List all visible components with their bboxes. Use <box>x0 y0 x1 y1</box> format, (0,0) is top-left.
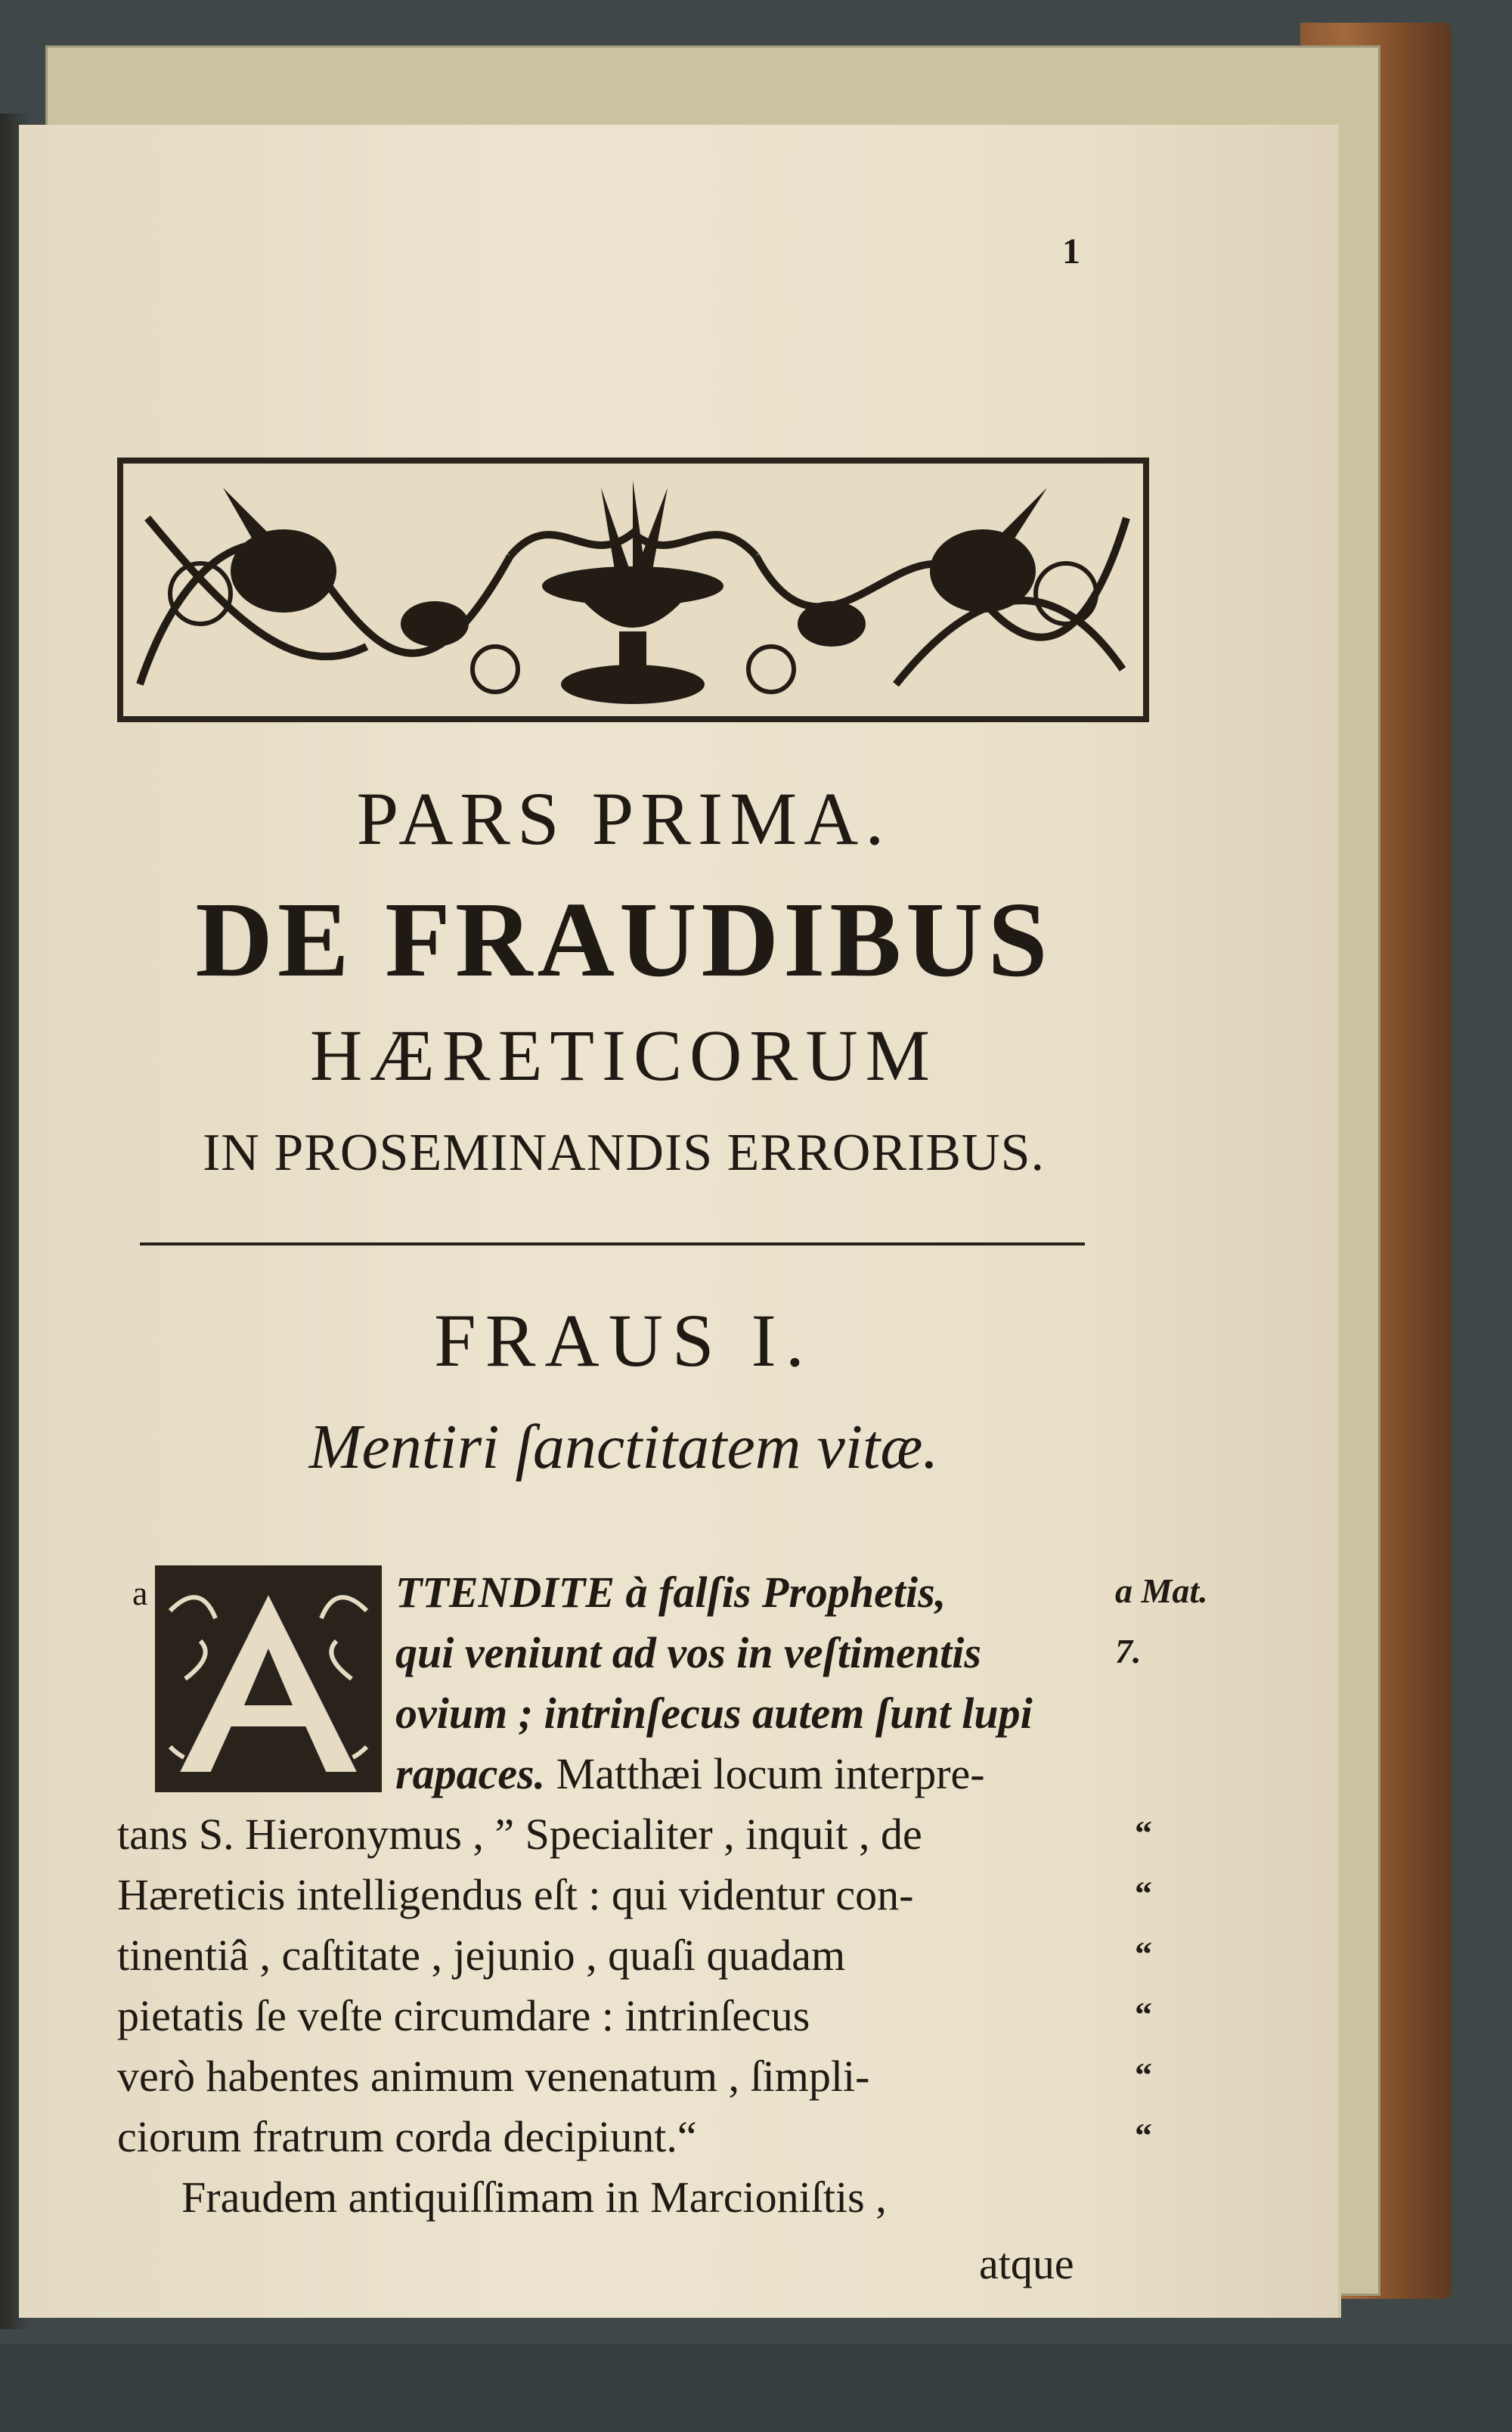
margin-ref: a Mat. <box>1115 1571 1208 1610</box>
quote-mark: “ <box>1135 2116 1152 2154</box>
title-line-3: IN PROSEMINANDIS ERRORIBUS. <box>202 1124 1046 1182</box>
section-title: FRAUS I. <box>434 1298 813 1382</box>
body-line-8: pietatis ſe veſte circumdare : intrinſecus <box>117 1991 810 2040</box>
part-heading: PARS PRIMA. <box>356 777 891 861</box>
title-line-2: HÆRETICORUM <box>309 1015 938 1096</box>
body-line-4-roman: Matthæi locum interpre- <box>545 1749 985 1798</box>
quote-mark: “ <box>1135 1995 1152 2033</box>
quote-mark: “ <box>1135 1813 1152 1852</box>
catchword: atque <box>979 2239 1074 2288</box>
body-line-7: tinentiâ , caſtitate , jejunio , quaſi quadam <box>117 1931 846 1980</box>
footnote-mark: a <box>132 1574 148 1612</box>
body-line-6: Hæreticis intelligendus eſt : qui videntur con- <box>117 1870 914 1919</box>
main-title: DE FRAUDIBUS <box>195 879 1052 999</box>
book-page <box>19 125 1341 2318</box>
background-band <box>0 2344 1512 2432</box>
body-line-2: qui veniunt ad vos in veſtimentis <box>395 1628 981 1677</box>
body-line-3: ovium ; intrinſecus autem ſunt lupi <box>395 1689 1033 1738</box>
body-line-4-italic: rapaces. <box>395 1749 546 1798</box>
quote-mark: “ <box>1135 1934 1152 1973</box>
body-line-10: ciorum fratrum corda decipiunt.“ <box>117 2112 697 2161</box>
quote-mark: “ <box>1135 1874 1152 1912</box>
body-line-11: Fraudem antiquiſſimam in Marcioniſtis , <box>181 2173 887 2222</box>
horizontal-rule <box>140 1242 1085 1245</box>
body-line-5: tans S. Hieronymus , ” Specialiter , inquit , de <box>117 1810 922 1859</box>
section-subtitle: Mentiri ſanctitatem vitæ. <box>308 1412 939 1482</box>
body-line-4 <box>395 1749 985 1798</box>
decorated-initial-a <box>155 1565 382 1792</box>
body-line-1: TTENDITE à falſis Prophetis, <box>395 1568 947 1617</box>
page-number: 1 <box>1062 231 1080 271</box>
body-line-9: verò habentes animum venenatum , ſimpli- <box>117 2052 870 2101</box>
margin-chapter: 7. <box>1115 1632 1142 1670</box>
ornamental-headpiece <box>117 458 1149 722</box>
quote-mark: “ <box>1135 2055 1152 2094</box>
